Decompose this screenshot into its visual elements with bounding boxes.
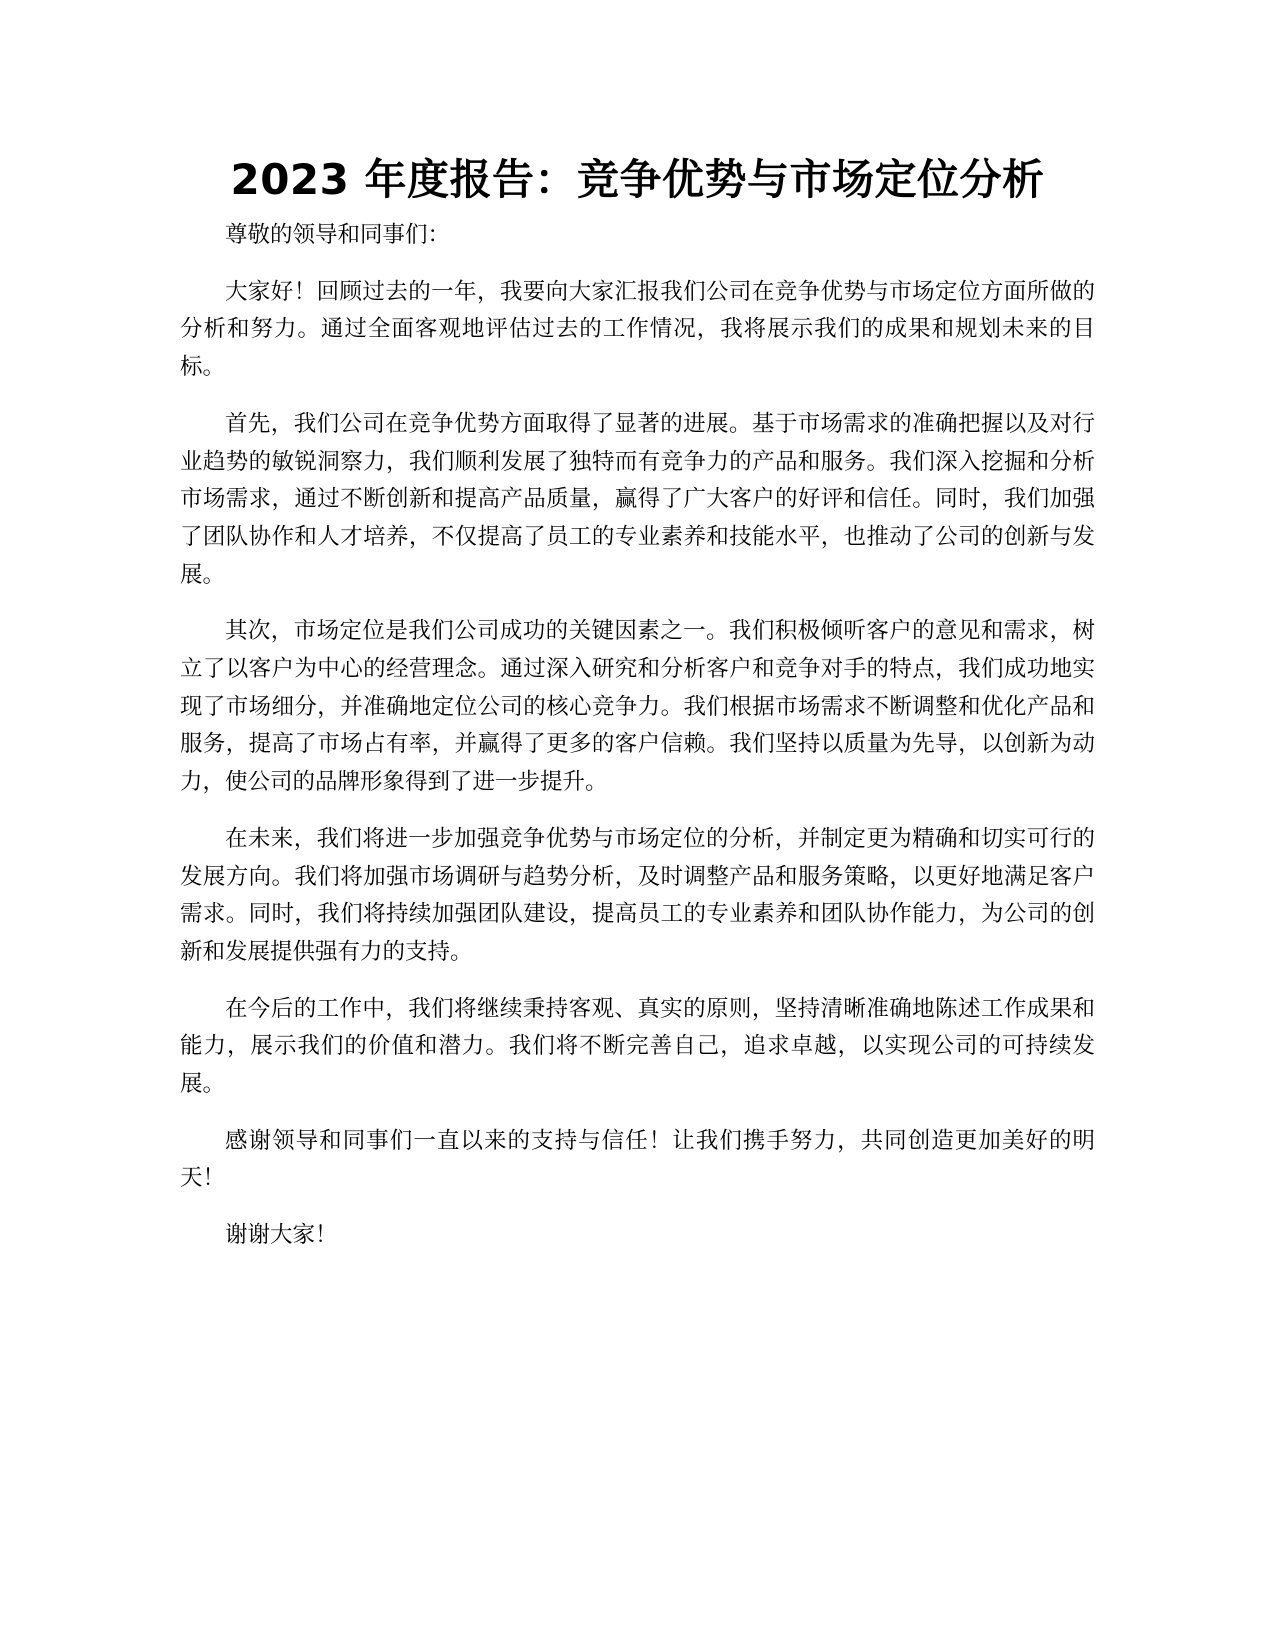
paragraph-competitive-advantage: 首先，我们公司在竞争优势方面取得了显著的进展。基于市场需求的准确把握以及对行业趋势的敏锐洞察力，我们顺利发展了独特而有竞争力的产品和服务。我们深入挖掘和分析市场需求，通过不断创新和提高产品质量，赢得了广大客户的好评和信任。同时，我们加强了团队协作和人才培养，不仅提高了员工的专业素养和技能水平，也推动了公司的创新与发展。 [180,410,1095,588]
paragraph-intro: 大家好！回顾过去的一年，我要向大家汇报我们公司在竞争优势与市场定位方面所做的分析和努力。通过全面客观地评估过去的工作情况，我将展示我们的成果和规划未来的目标。 [180,278,1095,381]
paragraph-principles: 在今后的工作中，我们将继续秉持客观、真实的原则，坚持清晰准确地陈述工作成果和能力，展示我们的价值和潜力。我们将不断完善自己，追求卓越，以实现公司的可持续发展。 [180,995,1095,1098]
paragraph-market-positioning: 其次，市场定位是我们公司成功的关键因素之一。我们积极倾听客户的意见和需求，树立了以客户为中心的经营理念。通过深入研究和分析客户和竞争对手的特点，我们成功地实现了市场细分，并准确地定位公司的核心竞争力。我们根据市场需求不断调整和优化产品和服务，提高了市场占有率，并赢得了更多的客户信赖。我们坚持以质量为先导，以创新为动力，使公司的品牌形象得到了进一步提升。 [180,618,1095,796]
paragraph-thanks: 感谢领导和同事们一直以来的支持与信任！让我们携手努力，共同创造更加美好的明天！ [180,1127,1095,1192]
document-body [180,217,1095,1274]
document-title: 2023 年度报告：竞争优势与市场定位分析 [230,155,1045,204]
salutation: 尊敬的领导和同事们： [225,222,451,248]
paragraph-closing: 谢谢大家！ [225,1222,338,1249]
paragraph-future-plans: 在未来，我们将进一步加强竞争优势与市场定位的分析，并制定更为精确和切实可行的发展方向。我们将加强市场调研与趋势分析，及时调整产品和服务策略，以更好地满足客户需求。同时，我们将持续加强团队建设，提高员工的专业素养和团队协作能力，为公司的创新和发展提供强有力的支持。 [180,825,1095,965]
